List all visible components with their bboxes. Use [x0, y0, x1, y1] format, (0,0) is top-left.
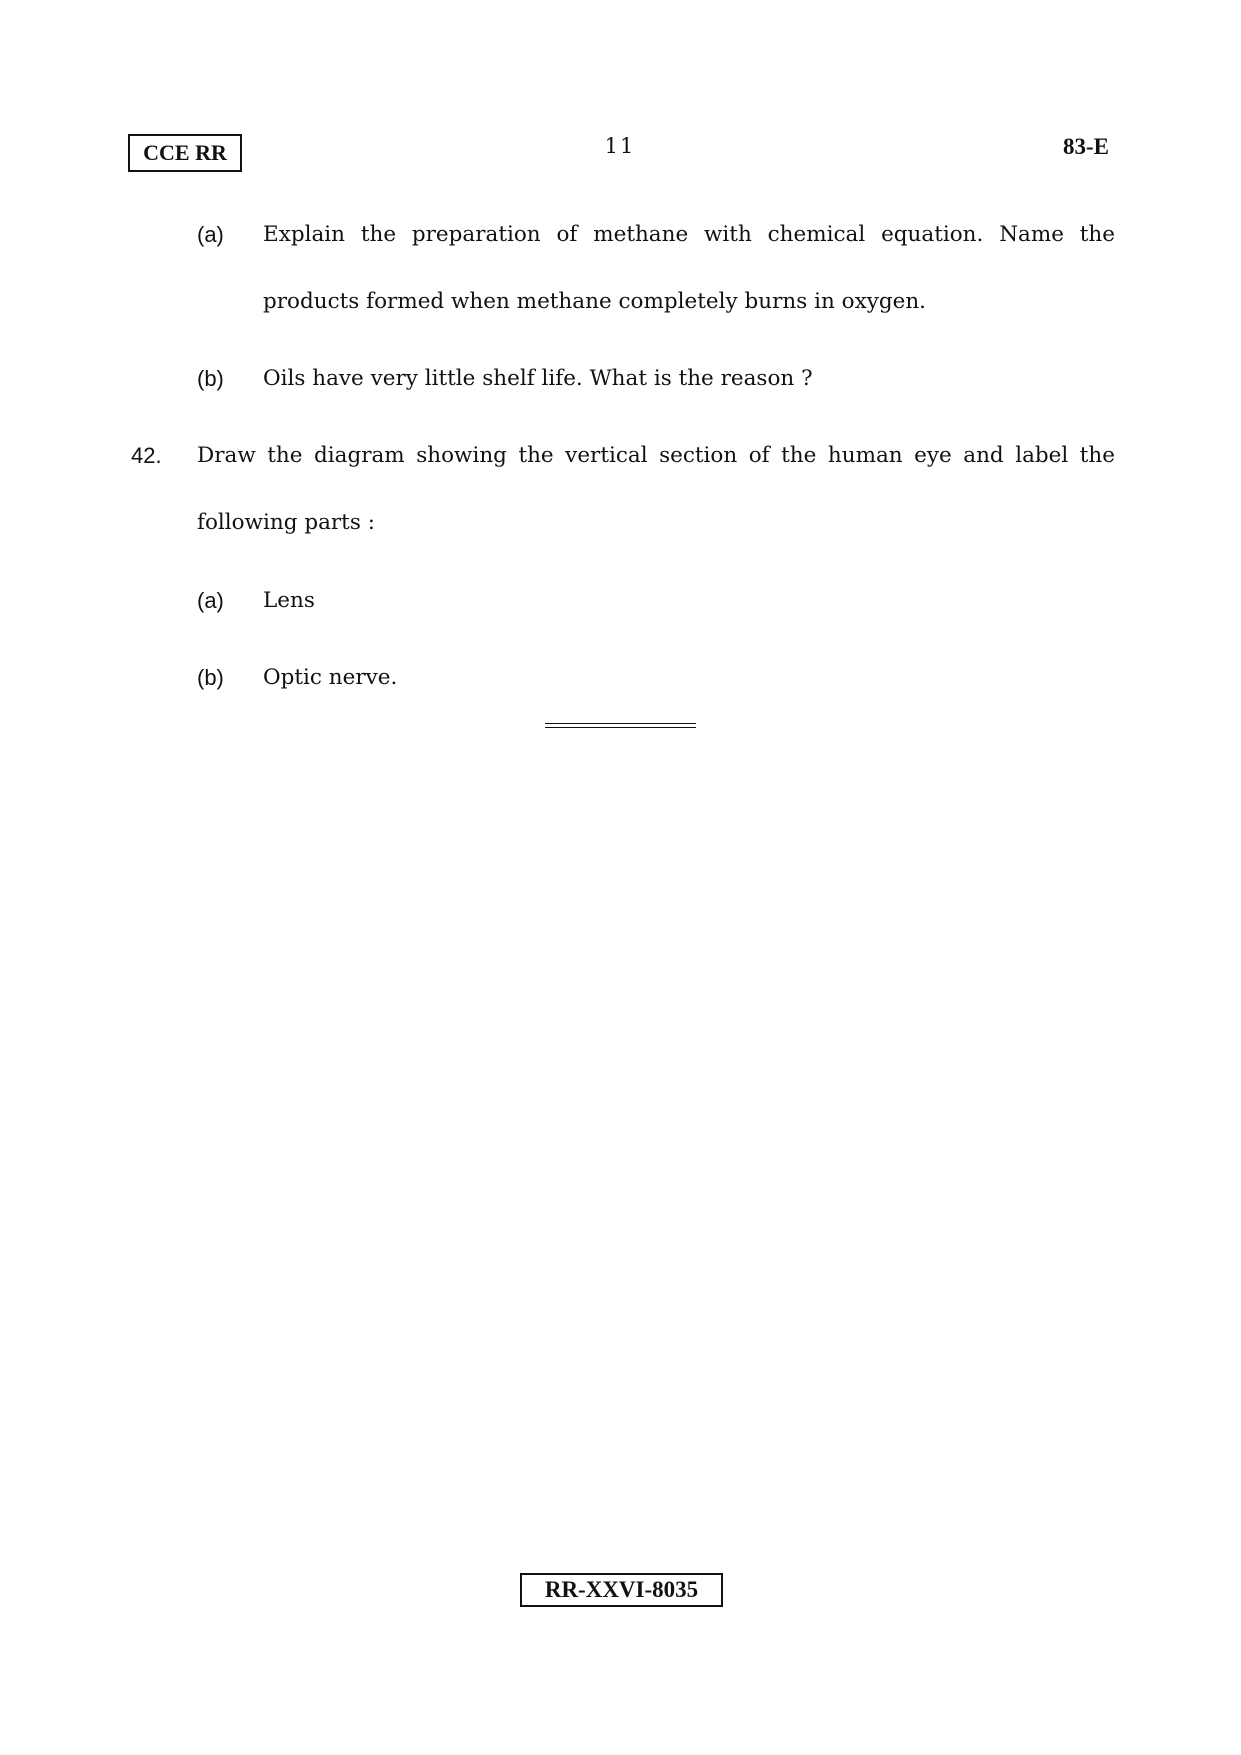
q42-b-text: Optic nerve.	[263, 665, 398, 690]
q41-a-line-2: products formed when methane completely burns in oxygen.	[263, 289, 927, 314]
q42-a-text: Lens	[263, 588, 315, 613]
q42-b-marker: (b)	[197, 665, 224, 690]
q41-a-marker: (a)	[197, 222, 224, 247]
q42-line-1: Draw the diagram showing the vertical section of the human eye and label the	[197, 443, 1115, 468]
q42-number: 42.	[131, 443, 162, 468]
q42-a-marker: (a)	[197, 588, 224, 613]
paper-code: 83-E	[1063, 134, 1109, 159]
header-code-box: CCE RR	[128, 134, 242, 172]
q41-b-text: Oils have very little shelf life. What is the reason ?	[263, 366, 813, 391]
page-number: 11	[604, 134, 636, 158]
end-of-section-rule	[545, 723, 696, 728]
q41-a-line-1: Explain the preparation of methane with chemical equation. Name the	[263, 222, 1115, 247]
q42-line-2: following parts :	[197, 510, 375, 535]
footer-code-box: RR-XXVI-8035	[520, 1573, 723, 1607]
q41-b-marker: (b)	[197, 366, 224, 391]
